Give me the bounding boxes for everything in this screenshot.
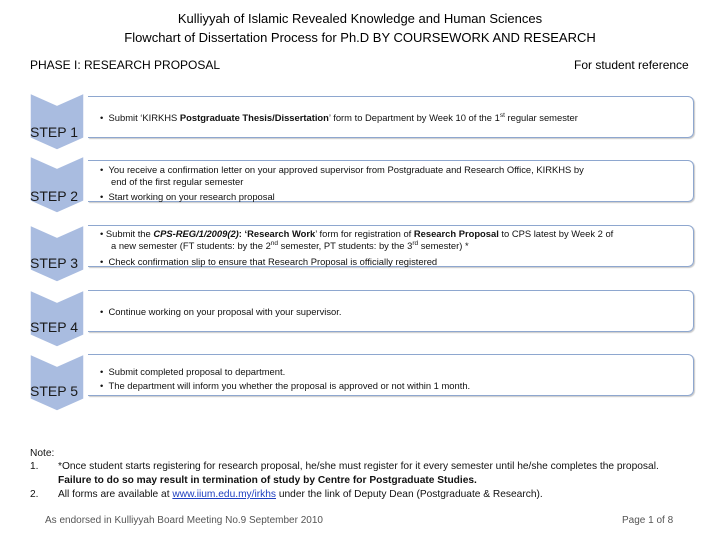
step-1-chevron: [30, 93, 84, 150]
document-title: Kulliyyah of Islamic Revealed Knowledge and Human Sciences: [177, 11, 543, 26]
step-2-line-1: • You receive a confirmation letter on your approved supervisor from Postgraduate and Research Office, KIRKHS by: [100, 164, 584, 175]
bullet: •: [100, 164, 104, 175]
note-1-line-1: *Once student starts registering for research proposal, he/she must register for it every semester until he/she completes the proposal.: [58, 461, 659, 472]
note-1-number: 1.: [30, 461, 39, 472]
bullet: •: [100, 380, 104, 391]
step-5-line-1: • Submit completed proposal to department.: [100, 366, 286, 377]
bullet: •: [100, 306, 104, 317]
step-1-label: STEP 1: [30, 124, 78, 140]
bullet: •: [100, 256, 104, 267]
step-5-label: STEP 5: [30, 383, 78, 399]
note-1-line-2: Failure to do so may result in termination of study by Centre for Postgraduate Studies.: [58, 475, 477, 486]
step-4-label: STEP 4: [30, 319, 78, 335]
document-subtitle: Flowchart of Dissertation Process for Ph.D BY COURSEWORK AND RESEARCH: [124, 30, 596, 45]
step-3-line-3: • Check confirmation slip to ensure that Research Proposal is officially registered: [100, 256, 438, 267]
bullet: •: [100, 112, 104, 123]
step-2-line-3: • Start working on your research proposal: [100, 191, 275, 202]
step-4-line-1: • Continue working on your proposal with your supervisor.: [100, 306, 342, 317]
step-3-line-2: a new semester (FT students: by the 2nd semester, PT students: by the 3rd semester) *: [111, 239, 469, 251]
step-1-line-1: • Submit ‘KIRKHS Postgraduate Thesis/Dissertation’ form to Department by Week 10 of the 1st regular semester: [100, 111, 578, 123]
step-3-line-1: • Submit the CPS-REG/1/2009(2): ‘Research Work’ form for registration of Research Proposal to CPS latest by Week 2 of: [100, 228, 614, 239]
endorsement-footer: As endorsed in Kulliyyah Board Meeting No.9 September 2010: [45, 515, 323, 526]
step-2-line-2: end of the first regular semester: [111, 176, 244, 187]
step-2-label: STEP 2: [30, 188, 78, 204]
page-number: Page 1 of 8: [622, 515, 674, 526]
step-3-label: STEP 3: [30, 255, 78, 271]
step-5-line-2: • The department will inform you whether the proposal is approved or not within 1 month.: [100, 380, 471, 391]
forms-link[interactable]: www.iium.edu.my/irkhs: [172, 489, 276, 500]
step-2-chevron: [30, 156, 84, 213]
notes-heading: Note:: [30, 448, 55, 459]
note-2-number: 2.: [30, 489, 39, 500]
note-2-text: All forms are available at www.iium.edu.my/irkhs under the link of Deputy Dean (Postgraduate & Research).: [58, 489, 543, 500]
bullet: •: [100, 191, 104, 202]
bullet: •: [100, 228, 104, 239]
step-3-chevron: [30, 225, 84, 282]
reference-label: For student reference: [574, 58, 689, 72]
phase-title: PHASE I: RESEARCH PROPOSAL: [30, 58, 221, 72]
bullet: •: [100, 366, 104, 377]
